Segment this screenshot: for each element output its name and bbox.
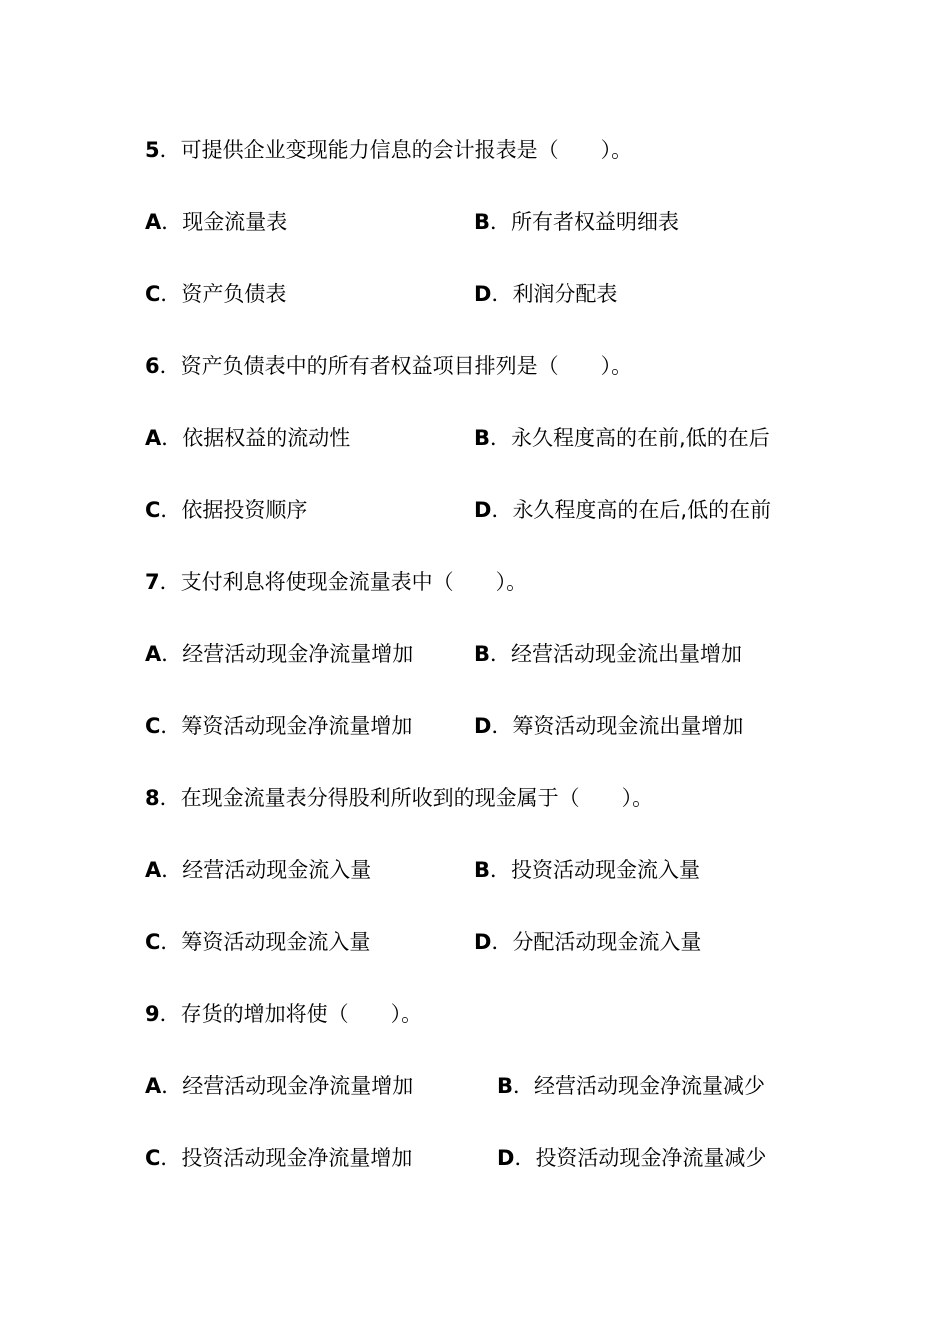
question-6-option-c: C．依据投资顺序 (145, 498, 308, 522)
option-text: 依据权益的流动性 (182, 426, 351, 450)
option-letter: A (145, 426, 162, 450)
option-text: 资产负债表 (181, 282, 287, 306)
question-number: 5 (145, 138, 160, 162)
question-6-option-d: D．永久程度高的在后,低的在前 (474, 498, 772, 522)
question-text: 资产负债表中的所有者权益项目排列是（ ）。 (180, 354, 633, 378)
option-text: 经营活动现金流入量 (182, 858, 372, 882)
question-8-option-d: D．分配活动现金流入量 (474, 930, 702, 954)
option-text: 投资活动现金净流量增加 (181, 1146, 413, 1170)
option-text: 分配活动现金流入量 (512, 930, 702, 954)
question-text: 可提供企业变现能力信息的会计报表是（ ）。 (180, 138, 633, 162)
option-letter: B (474, 210, 491, 234)
question-6-option-b: B．永久程度高的在前,低的在后 (474, 426, 770, 450)
option-letter: A (145, 858, 162, 882)
question-7-option-d: D．筹资活动现金流出量增加 (474, 714, 744, 738)
option-text: 经营活动现金流出量增加 (511, 642, 743, 666)
option-letter: D (474, 282, 492, 306)
question-number: 6 (145, 354, 160, 378)
question-text: 支付利息将使现金流量表中（ ）。 (180, 570, 528, 594)
option-letter: A (145, 210, 162, 234)
option-text: 筹资活动现金流出量增加 (512, 714, 744, 738)
option-text: 经营活动现金净流量增加 (182, 1074, 414, 1098)
question-number: 7 (145, 570, 160, 594)
question-number: 9 (145, 1002, 160, 1026)
option-letter: C (145, 1146, 161, 1170)
question-8-option-b: B．投资活动现金流入量 (474, 858, 701, 882)
option-text: 永久程度高的在后,低的在前 (512, 498, 772, 522)
option-letter: B (497, 1074, 514, 1098)
question-number: 8 (145, 786, 160, 810)
question-6-stem: 6．资产负债表中的所有者权益项目排列是（ ）。 (145, 354, 633, 378)
question-6-option-a: A．依据权益的流动性 (145, 426, 351, 450)
option-letter: C (145, 498, 161, 522)
option-letter: A (145, 1074, 162, 1098)
question-8-stem: 8．在现金流量表分得股利所收到的现金属于（ ）。 (145, 786, 654, 810)
option-letter: B (474, 858, 491, 882)
question-7-option-a: A．经营活动现金净流量增加 (145, 642, 414, 666)
question-5-stem: 5．可提供企业变现能力信息的会计报表是（ ）。 (145, 138, 633, 162)
question-9-option-c: C．投资活动现金净流量增加 (145, 1146, 413, 1170)
option-letter: C (145, 930, 161, 954)
option-text: 利润分配表 (512, 282, 618, 306)
option-letter: D (474, 714, 492, 738)
option-letter: B (474, 642, 491, 666)
option-letter: B (474, 426, 491, 450)
option-letter: D (474, 930, 492, 954)
option-text: 筹资活动现金净流量增加 (181, 714, 413, 738)
question-5-option-c: C．资产负债表 (145, 282, 287, 306)
option-text: 经营活动现金净流量减少 (534, 1074, 766, 1098)
question-9-option-b: B．经营活动现金净流量减少 (497, 1074, 766, 1098)
option-text: 筹资活动现金流入量 (181, 930, 371, 954)
option-text: 所有者权益明细表 (511, 210, 680, 234)
question-5-option-d: D．利润分配表 (474, 282, 618, 306)
question-8-option-c: C．筹资活动现金流入量 (145, 930, 371, 954)
question-7-option-b: B．经营活动现金流出量增加 (474, 642, 743, 666)
question-7-option-c: C．筹资活动现金净流量增加 (145, 714, 413, 738)
option-letter: D (474, 498, 492, 522)
question-7-stem: 7．支付利息将使现金流量表中（ ）。 (145, 570, 528, 594)
question-9-option-d: D．投资活动现金净流量减少 (497, 1146, 767, 1170)
option-letter: C (145, 714, 161, 738)
question-9-option-a: A．经营活动现金净流量增加 (145, 1074, 414, 1098)
question-8-option-a: A．经营活动现金流入量 (145, 858, 372, 882)
option-text: 经营活动现金净流量增加 (182, 642, 414, 666)
question-text: 存货的增加将使（ ）。 (180, 1002, 423, 1026)
question-5-option-b: B．所有者权益明细表 (474, 210, 680, 234)
option-text: 投资活动现金流入量 (511, 858, 701, 882)
question-9-stem: 9．存货的增加将使（ ）。 (145, 1002, 423, 1026)
option-text: 依据投资顺序 (181, 498, 308, 522)
option-letter: D (497, 1146, 515, 1170)
option-text: 现金流量表 (182, 210, 288, 234)
option-letter: A (145, 642, 162, 666)
option-letter: C (145, 282, 161, 306)
question-text: 在现金流量表分得股利所收到的现金属于（ ）。 (180, 786, 654, 810)
question-5-option-a: A．现金流量表 (145, 210, 288, 234)
option-text: 投资活动现金净流量减少 (535, 1146, 767, 1170)
option-text: 永久程度高的在前,低的在后 (511, 426, 770, 450)
